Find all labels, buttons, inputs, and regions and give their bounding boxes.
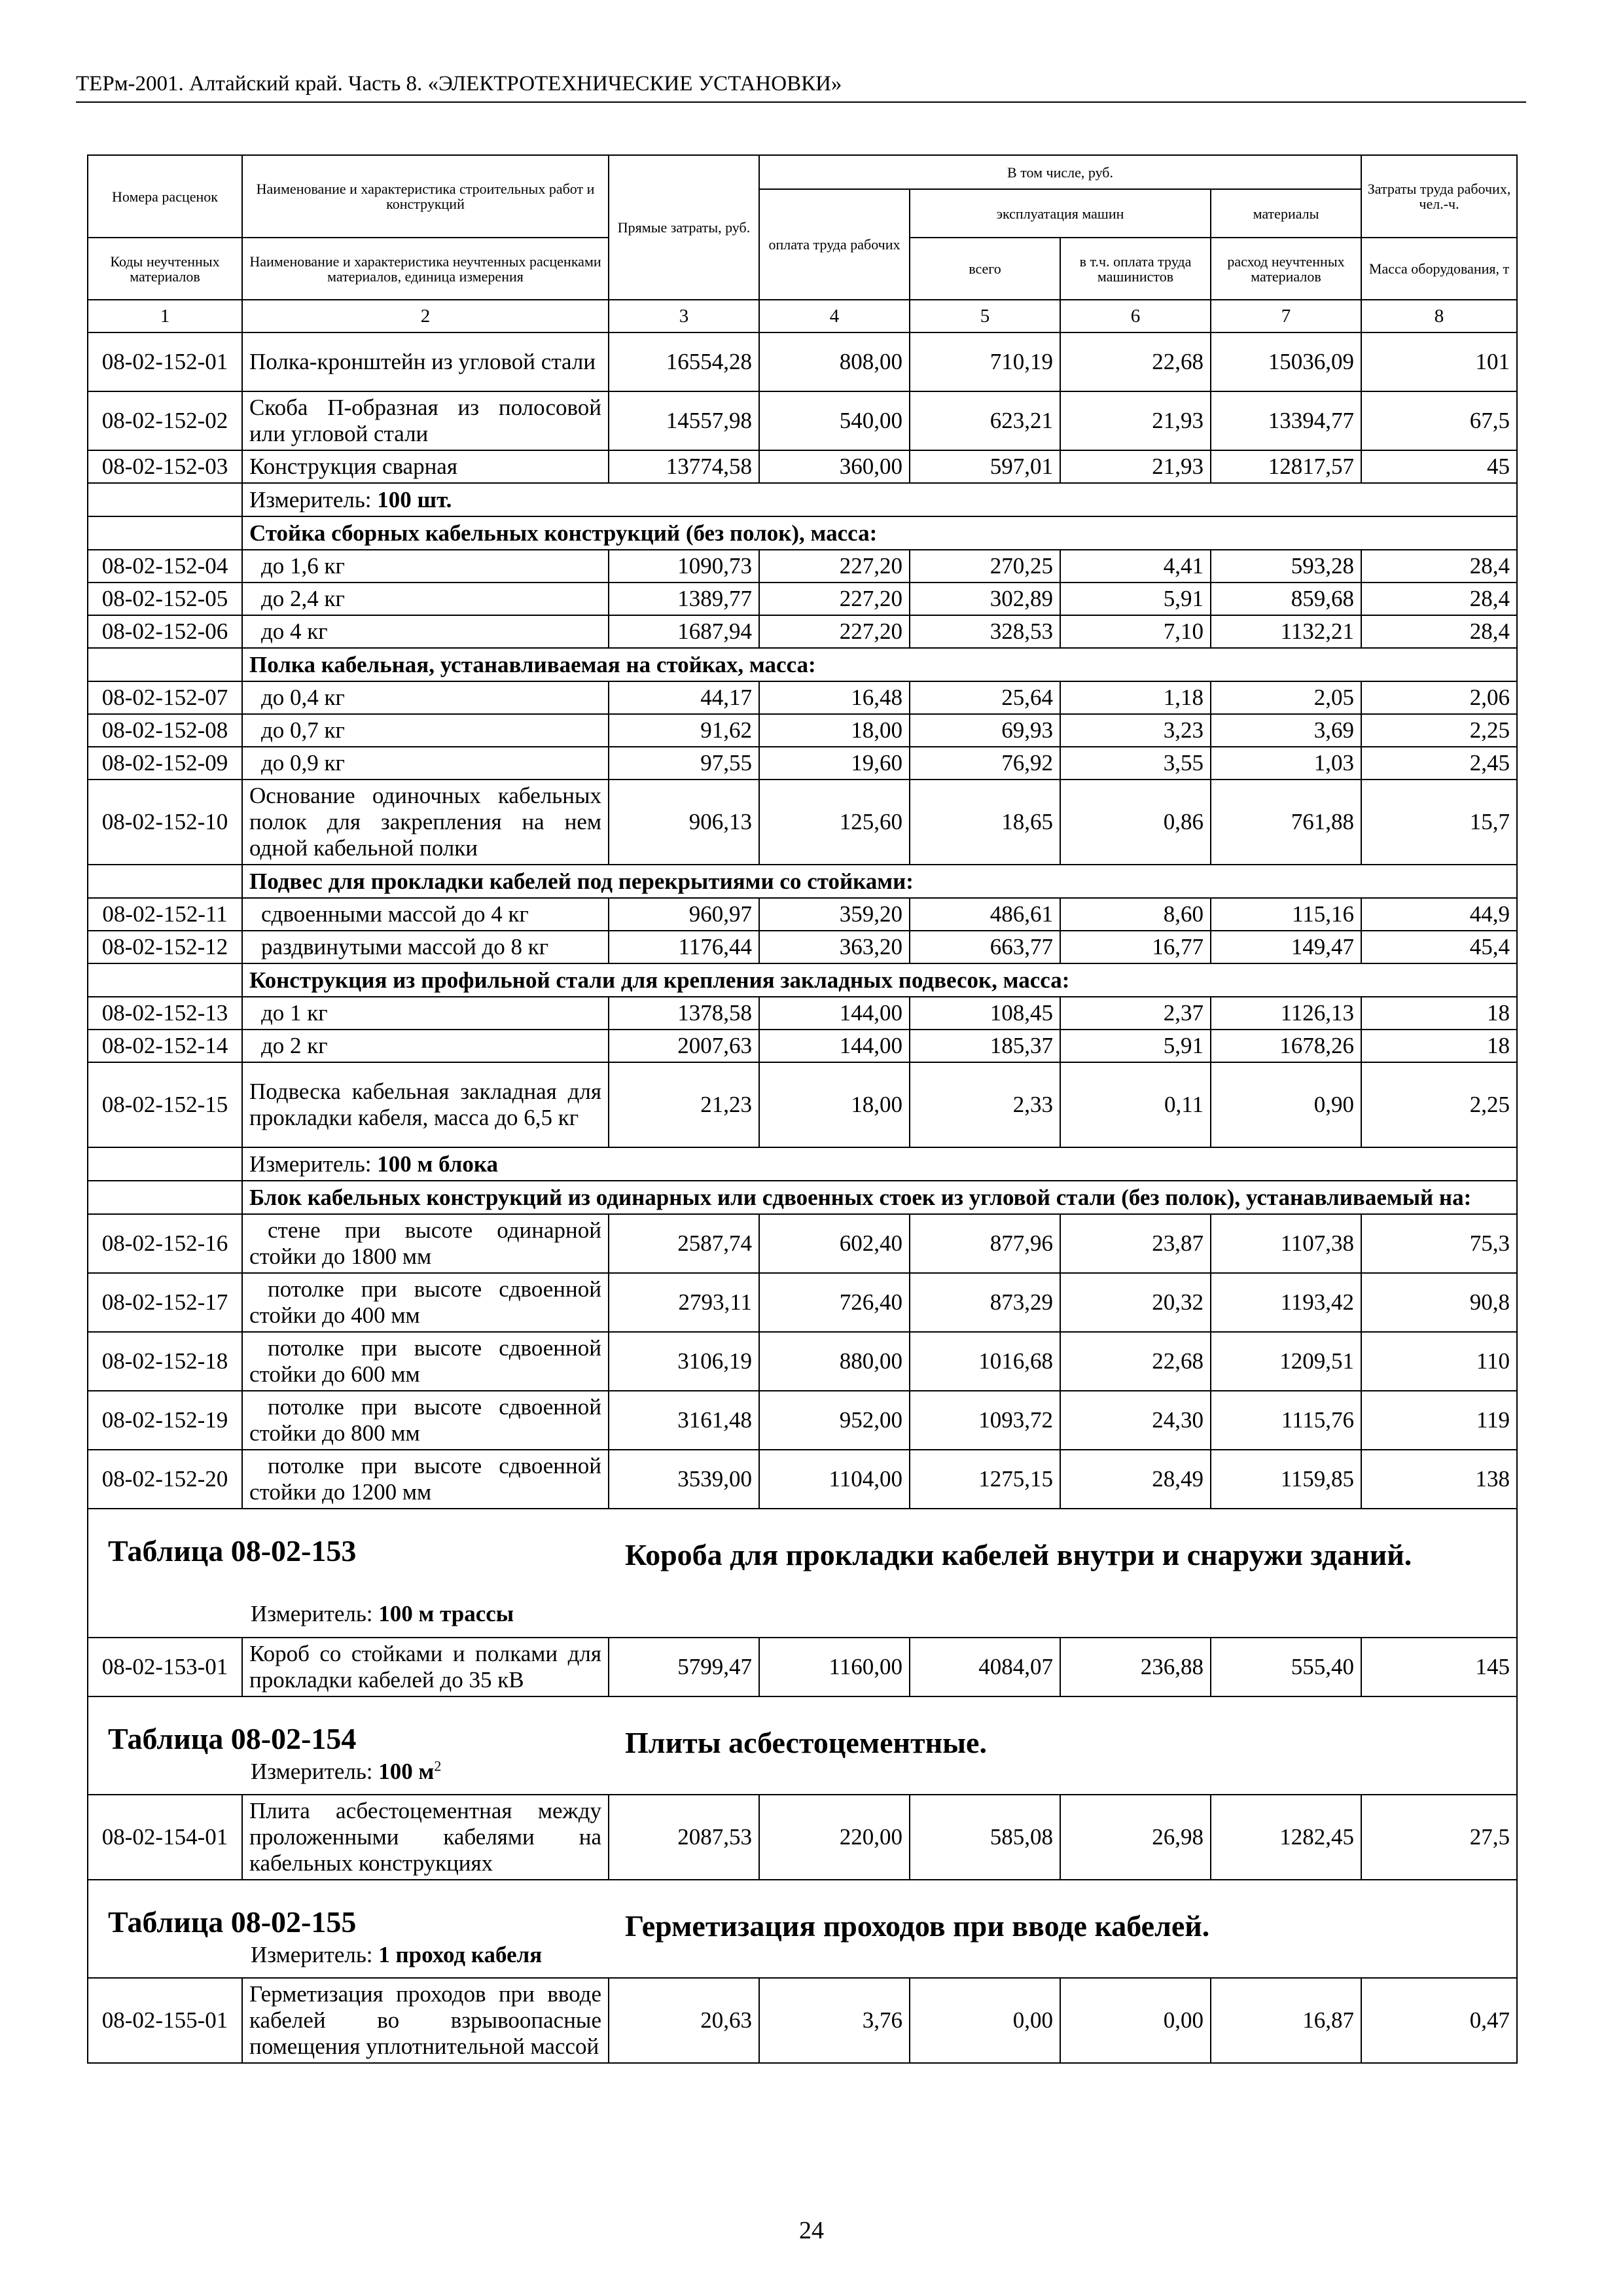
measure-cell [242,1147,1517,1181]
rate-code-cell: 08-02-152-07 [88,681,242,714]
labor-cost-cell: 145 [1361,1638,1517,1696]
machinists-pay-cell: 5,91 [1060,1030,1211,1062]
rate-code-cell: 08-02-152-19 [88,1391,242,1450]
work-name-cell: потолке при высоте сдвоенной стойки до 600 мм [242,1332,609,1391]
measure-row [88,483,1517,516]
rate-code-cell: 08-02-153-01 [88,1638,242,1696]
col-mat-names-header: Наименование и характеристика неучтенных расценками материалов, единица измерения [242,238,609,300]
labor-pay-cell: 125,60 [759,780,910,865]
machinists-pay-cell: 7,10 [1060,615,1211,648]
labor-cost-cell: 138 [1361,1450,1517,1509]
col-labor-cost-header: Затраты труда рабочих, чел.-ч. [1361,155,1517,238]
table-row [88,997,1517,1030]
machinists-pay-cell: 5,91 [1060,583,1211,615]
labor-pay-cell: 363,20 [759,931,910,963]
direct-cost-cell: 2007,63 [609,1030,759,1062]
labor-pay-cell: 227,20 [759,550,910,583]
measure-unit: 1 проход кабеля [378,1942,543,1967]
labor-pay-cell: 16,48 [759,681,910,714]
machinists-pay-cell: 21,93 [1060,450,1211,483]
table-row [88,898,1517,931]
machines-total-cell: 108,45 [910,997,1060,1030]
work-name-cell: до 2 кг [242,1030,609,1062]
direct-cost-cell: 2793,11 [609,1273,759,1332]
labor-cost-cell: 44,9 [1361,898,1517,931]
machines-total-cell: 69,93 [910,714,1060,747]
table-row [88,780,1517,865]
table-title: Плиты асбестоцементные. [625,1726,987,1759]
column-number: 7 [1211,300,1361,332]
materials-cell: 1115,76 [1211,1391,1361,1450]
machines-total-cell: 270,25 [910,550,1060,583]
measure-cell [242,483,1517,516]
empty-cell [88,865,242,898]
column-number: 8 [1361,300,1517,332]
measure-unit: 100 шт. [377,486,452,512]
machines-total-cell: 710,19 [910,332,1060,391]
table-row [88,1273,1517,1332]
machines-total-cell: 623,21 [910,391,1060,450]
labor-cost-cell: 18 [1361,1030,1517,1062]
group-title-row [88,648,1517,681]
measure-unit: 100 м блока [377,1151,499,1177]
labor-cost-cell: 75,3 [1361,1214,1517,1273]
rate-code-cell: 08-02-152-12 [88,931,242,963]
table-row [88,1450,1517,1509]
machines-total-cell: 2,33 [910,1062,1060,1147]
table-row [88,391,1517,450]
labor-pay-cell: 227,20 [759,615,910,648]
materials-cell: 1193,42 [1211,1273,1361,1332]
machinists-pay-cell: 1,18 [1060,681,1211,714]
group-title: Подвес для прокладки кабелей под перекрытиями со стойками: [242,865,1517,898]
empty-cell [88,483,242,516]
materials-cell: 0,90 [1211,1062,1361,1147]
work-name-cell: до 0,7 кг [242,714,609,747]
labor-pay-cell: 220,00 [759,1795,910,1880]
rate-code-cell: 08-02-152-06 [88,615,242,648]
col-machines-total-header: всего [910,238,1060,300]
table-header-row [88,1509,1517,1638]
work-name-cell: до 4 кг [242,615,609,648]
measure-label: Измеритель: [249,1151,372,1177]
empty-cell [88,1147,242,1181]
table-row [88,931,1517,963]
direct-cost-cell: 91,62 [609,714,759,747]
machines-total-cell: 585,08 [910,1795,1060,1880]
machines-total-cell: 302,89 [910,583,1060,615]
labor-pay-cell: 18,00 [759,1062,910,1147]
labor-cost-cell: 45,4 [1361,931,1517,963]
machinists-pay-cell: 16,77 [1060,931,1211,963]
measure-cell [251,1601,514,1627]
machinists-pay-cell: 236,88 [1060,1638,1211,1696]
labor-pay-cell: 360,00 [759,450,910,483]
measure-cell [251,1942,542,1968]
group-title: Полка кабельная, устанавливаемая на стойках, масса: [242,648,1517,681]
rate-code-cell: 08-02-152-03 [88,450,242,483]
rate-code-cell: 08-02-152-20 [88,1450,242,1509]
direct-cost-cell: 2587,74 [609,1214,759,1273]
measure-label: Измеритель: [251,1601,373,1626]
labor-cost-cell: 45 [1361,450,1517,483]
direct-cost-cell: 20,63 [609,1978,759,2063]
materials-cell: 12817,57 [1211,450,1361,483]
table-header-row [88,1880,1517,1978]
empty-cell [88,963,242,997]
materials-cell: 3,69 [1211,714,1361,747]
direct-cost-cell: 906,13 [609,780,759,865]
materials-cell: 555,40 [1211,1638,1361,1696]
materials-cell: 1678,26 [1211,1030,1361,1062]
labor-pay-cell: 1160,00 [759,1638,910,1696]
rate-code-cell: 08-02-152-10 [88,780,242,865]
machinists-pay-cell: 8,60 [1060,898,1211,931]
column-number: 2 [242,300,609,332]
labor-pay-cell: 602,40 [759,1214,910,1273]
running-header: ТЕРм-2001. Алтайский край. Часть 8. «ЭЛЕКТРОТЕХНИЧЕСКИЕ УСТАНОВКИ» [76,72,1526,103]
work-name-cell: потолке при высоте сдвоенной стойки до 400 мм [242,1273,609,1332]
table-number: Таблица 08-02-153 [108,1534,357,1568]
labor-cost-cell: 28,4 [1361,583,1517,615]
direct-cost-cell: 1090,73 [609,550,759,583]
direct-cost-cell: 1687,94 [609,615,759,648]
materials-cell: 761,88 [1211,780,1361,865]
table-row [88,714,1517,747]
machinists-pay-cell: 24,30 [1060,1391,1211,1450]
group-title: Стойка сборных кабельных конструкций (без полок), масса: [242,516,1517,550]
work-name-cell: Подвеска кабельная закладная для прокладки кабеля, масса до 6,5 кг [242,1062,609,1147]
rate-code-cell: 08-02-152-05 [88,583,242,615]
labor-cost-cell: 2,45 [1361,747,1517,780]
direct-cost-cell: 1378,58 [609,997,759,1030]
machines-total-cell: 663,77 [910,931,1060,963]
machines-total-cell: 328,53 [910,615,1060,648]
table-row [88,681,1517,714]
materials-cell: 1282,45 [1211,1795,1361,1880]
rate-code-cell: 08-02-155-01 [88,1978,242,2063]
direct-cost-cell: 960,97 [609,898,759,931]
direct-cost-cell: 1389,77 [609,583,759,615]
materials-cell: 1209,51 [1211,1332,1361,1391]
table-number: Таблица 08-02-155 [108,1905,357,1939]
rate-code-cell: 08-02-152-02 [88,391,242,450]
machines-total-cell: 873,29 [910,1273,1060,1332]
table-row [88,1391,1517,1450]
labor-cost-cell: 119 [1361,1391,1517,1450]
work-name-cell: потолке при высоте сдвоенной стойки до 1200 мм [242,1450,609,1509]
work-name-cell: до 2,4 кг [242,583,609,615]
work-name-cell: Основание одиночных кабельных полок для закрепления на нем одной кабельной полки [242,780,609,865]
labor-cost-cell: 2,25 [1361,714,1517,747]
group-title-row [88,963,1517,997]
col-machines-header: эксплуатация машин [910,189,1211,238]
column-number: 4 [759,300,910,332]
group-title-row [88,516,1517,550]
work-name-cell: до 0,9 кг [242,747,609,780]
table-row [88,1062,1517,1147]
measure-row [88,1147,1517,1181]
materials-cell: 115,16 [1211,898,1361,931]
labor-cost-cell: 0,47 [1361,1978,1517,2063]
labor-cost-cell: 90,8 [1361,1273,1517,1332]
group-title: Конструкция из профильной стали для крепления закладных подвесок, масса: [242,963,1517,997]
labor-pay-cell: 144,00 [759,1030,910,1062]
table-row [88,450,1517,483]
table-row [88,1638,1517,1696]
column-number: 1 [88,300,242,332]
work-name-cell: Полка-кронштейн из угловой стали [242,332,609,391]
machines-total-cell: 877,96 [910,1214,1060,1273]
labor-cost-cell: 101 [1361,332,1517,391]
col-machinists-pay-header: в т.ч. оплата труда машинистов [1060,238,1211,300]
work-name-cell: Короб со стойками и полками для прокладки кабелей до 35 кВ [242,1638,609,1696]
table-header [88,1880,1517,1978]
work-name-cell: Скоба П-образная из полосовой или угловой стали [242,391,609,450]
direct-cost-cell: 13774,58 [609,450,759,483]
materials-cell: 13394,77 [1211,391,1361,450]
work-name-cell: до 1,6 кг [242,550,609,583]
work-name-cell: Конструкция сварная [242,450,609,483]
materials-cell: 1,03 [1211,747,1361,780]
col-name-header: Наименование и характеристика строительных работ и конструкций [242,155,609,238]
labor-cost-cell: 28,4 [1361,550,1517,583]
measure-unit: 100 м [378,1759,435,1784]
machinists-pay-cell: 20,32 [1060,1273,1211,1332]
rate-code-cell: 08-02-152-14 [88,1030,242,1062]
rate-code-cell: 08-02-152-01 [88,332,242,391]
work-name-cell: до 0,4 кг [242,681,609,714]
column-number: 3 [609,300,759,332]
machinists-pay-cell: 0,11 [1060,1062,1211,1147]
machinists-pay-cell: 2,37 [1060,997,1211,1030]
empty-cell [88,516,242,550]
labor-pay-cell: 952,00 [759,1391,910,1450]
direct-cost-cell: 97,55 [609,747,759,780]
col-materials-header: материалы [1211,189,1361,238]
machinists-pay-cell: 3,23 [1060,714,1211,747]
machinists-pay-cell: 3,55 [1060,747,1211,780]
rate-code-cell: 08-02-152-04 [88,550,242,583]
materials-cell: 1107,38 [1211,1214,1361,1273]
machinists-pay-cell: 23,87 [1060,1214,1211,1273]
machinists-pay-cell: 0,86 [1060,780,1211,865]
table-title: Короба для прокладки кабелей внутри и снаружи зданий. [625,1538,1412,1571]
direct-cost-cell: 2087,53 [609,1795,759,1880]
work-name-cell: Плита асбестоцементная между проложенными кабелями на кабельных конструкциях [242,1795,609,1880]
labor-cost-cell: 2,25 [1361,1062,1517,1147]
table-row [88,1030,1517,1062]
direct-cost-cell: 5799,47 [609,1638,759,1696]
col-code-header: Номера расценок [88,155,242,238]
table-row [88,550,1517,583]
column-number: 6 [1060,300,1211,332]
rate-code-cell: 08-02-152-13 [88,997,242,1030]
empty-cell [88,1181,242,1214]
work-name-cell: стене при высоте одинарной стойки до 1800 мм [242,1214,609,1273]
direct-cost-cell: 3161,48 [609,1391,759,1450]
labor-cost-cell: 18 [1361,997,1517,1030]
materials-cell: 859,68 [1211,583,1361,615]
materials-cell: 593,28 [1211,550,1361,583]
labor-cost-cell: 2,06 [1361,681,1517,714]
machines-total-cell: 25,64 [910,681,1060,714]
labor-pay-cell: 880,00 [759,1332,910,1391]
materials-cell: 149,47 [1211,931,1361,963]
work-name-cell: сдвоенными массой до 4 кг [242,898,609,931]
machinists-pay-cell: 26,98 [1060,1795,1211,1880]
machines-total-cell: 597,01 [910,450,1060,483]
group-title-row [88,1181,1517,1214]
direct-cost-cell: 21,23 [609,1062,759,1147]
labor-pay-cell: 540,00 [759,391,910,450]
col-mat-codes-header: Коды неучтенных материалов [88,238,242,300]
labor-pay-cell: 144,00 [759,997,910,1030]
direct-cost-cell: 44,17 [609,681,759,714]
table-row [88,1214,1517,1273]
machinists-pay-cell: 22,68 [1060,332,1211,391]
machines-total-cell: 486,61 [910,898,1060,931]
column-numbers-row [88,300,1517,332]
col-including-header: В том числе, руб. [759,155,1361,189]
machines-total-cell: 18,65 [910,780,1060,865]
work-name-cell: до 1 кг [242,997,609,1030]
labor-pay-cell: 1104,00 [759,1450,910,1509]
materials-cell: 1132,21 [1211,615,1361,648]
direct-cost-cell: 3106,19 [609,1332,759,1391]
col-materials-use-header: расход неучтенных материалов [1211,238,1361,300]
table-row [88,1332,1517,1391]
machines-total-cell: 1093,72 [910,1391,1060,1450]
column-number: 5 [910,300,1060,332]
col-direct-header: Прямые затраты, руб. [609,155,759,300]
labor-pay-cell: 808,00 [759,332,910,391]
labor-cost-cell: 15,7 [1361,780,1517,865]
materials-cell: 2,05 [1211,681,1361,714]
table-row [88,747,1517,780]
table-row [88,332,1517,391]
machinists-pay-cell: 28,49 [1060,1450,1211,1509]
rate-code-cell: 08-02-152-15 [88,1062,242,1147]
labor-cost-cell: 28,4 [1361,615,1517,648]
direct-cost-cell: 14557,98 [609,391,759,450]
work-name-cell: Герметизация проходов при вводе кабелей во взрывоопасные помещения уплотнительной массой [242,1978,609,2063]
labor-pay-cell: 359,20 [759,898,910,931]
machinists-pay-cell: 21,93 [1060,391,1211,450]
labor-cost-cell: 67,5 [1361,391,1517,450]
table-row [88,1795,1517,1880]
direct-cost-cell: 16554,28 [609,332,759,391]
labor-pay-cell: 19,60 [759,747,910,780]
machines-total-cell: 4084,07 [910,1638,1060,1696]
table-row [88,583,1517,615]
col-equip-mass-header: Масса оборудования, т [1361,238,1517,300]
machines-total-cell: 1016,68 [910,1332,1060,1391]
materials-cell: 1159,85 [1211,1450,1361,1509]
table-row [88,615,1517,648]
rate-code-cell: 08-02-152-16 [88,1214,242,1273]
price-table [87,154,1518,2064]
measure-label: Измеритель: [251,1942,373,1967]
machinists-pay-cell: 4,41 [1060,550,1211,583]
rate-code-cell: 08-02-152-09 [88,747,242,780]
machines-total-cell: 0,00 [910,1978,1060,2063]
labor-pay-cell: 18,00 [759,714,910,747]
rate-code-cell: 08-02-154-01 [88,1795,242,1880]
labor-cost-cell: 27,5 [1361,1795,1517,1880]
measure-exponent: 2 [434,1757,442,1774]
machines-total-cell: 76,92 [910,747,1060,780]
table-number: Таблица 08-02-154 [108,1722,357,1755]
measure-label: Измеритель: [249,486,372,512]
table-header [88,1696,1517,1795]
labor-cost-cell: 110 [1361,1332,1517,1391]
machinists-pay-cell: 22,68 [1060,1332,1211,1391]
labor-pay-cell: 726,40 [759,1273,910,1332]
work-name-cell: раздвинутыми массой до 8 кг [242,931,609,963]
table-header-row [88,1696,1517,1795]
table-row [88,1978,1517,2063]
page-number: 24 [799,2217,824,2244]
machines-total-cell: 185,37 [910,1030,1060,1062]
work-name-cell: потолке при высоте сдвоенной стойки до 800 мм [242,1391,609,1450]
rate-code-cell: 08-02-152-18 [88,1332,242,1391]
col-labor-pay-header: оплата труда рабочих [759,189,910,300]
measure-unit: 100 м трассы [378,1601,514,1626]
materials-cell: 15036,09 [1211,332,1361,391]
direct-cost-cell: 3539,00 [609,1450,759,1509]
group-title: Блок кабельных конструкций из одинарных или сдвоенных стоек из угловой стали (без полок), устанавливаемый на: [242,1181,1517,1214]
materials-cell: 16,87 [1211,1978,1361,2063]
labor-pay-cell: 3,76 [759,1978,910,2063]
rate-code-cell: 08-02-152-11 [88,898,242,931]
rate-code-cell: 08-02-152-08 [88,714,242,747]
group-title-row [88,865,1517,898]
labor-pay-cell: 227,20 [759,583,910,615]
materials-cell: 1126,13 [1211,997,1361,1030]
machinists-pay-cell: 0,00 [1060,1978,1211,2063]
measure-label: Измеритель: [251,1759,373,1784]
measure-cell [251,1759,441,1785]
direct-cost-cell: 1176,44 [609,931,759,963]
table-title: Герметизация проходов при вводе кабелей. [625,1909,1210,1943]
machines-total-cell: 1275,15 [910,1450,1060,1509]
rate-code-cell: 08-02-152-17 [88,1273,242,1332]
table-header [88,1509,1517,1638]
empty-cell [88,648,242,681]
